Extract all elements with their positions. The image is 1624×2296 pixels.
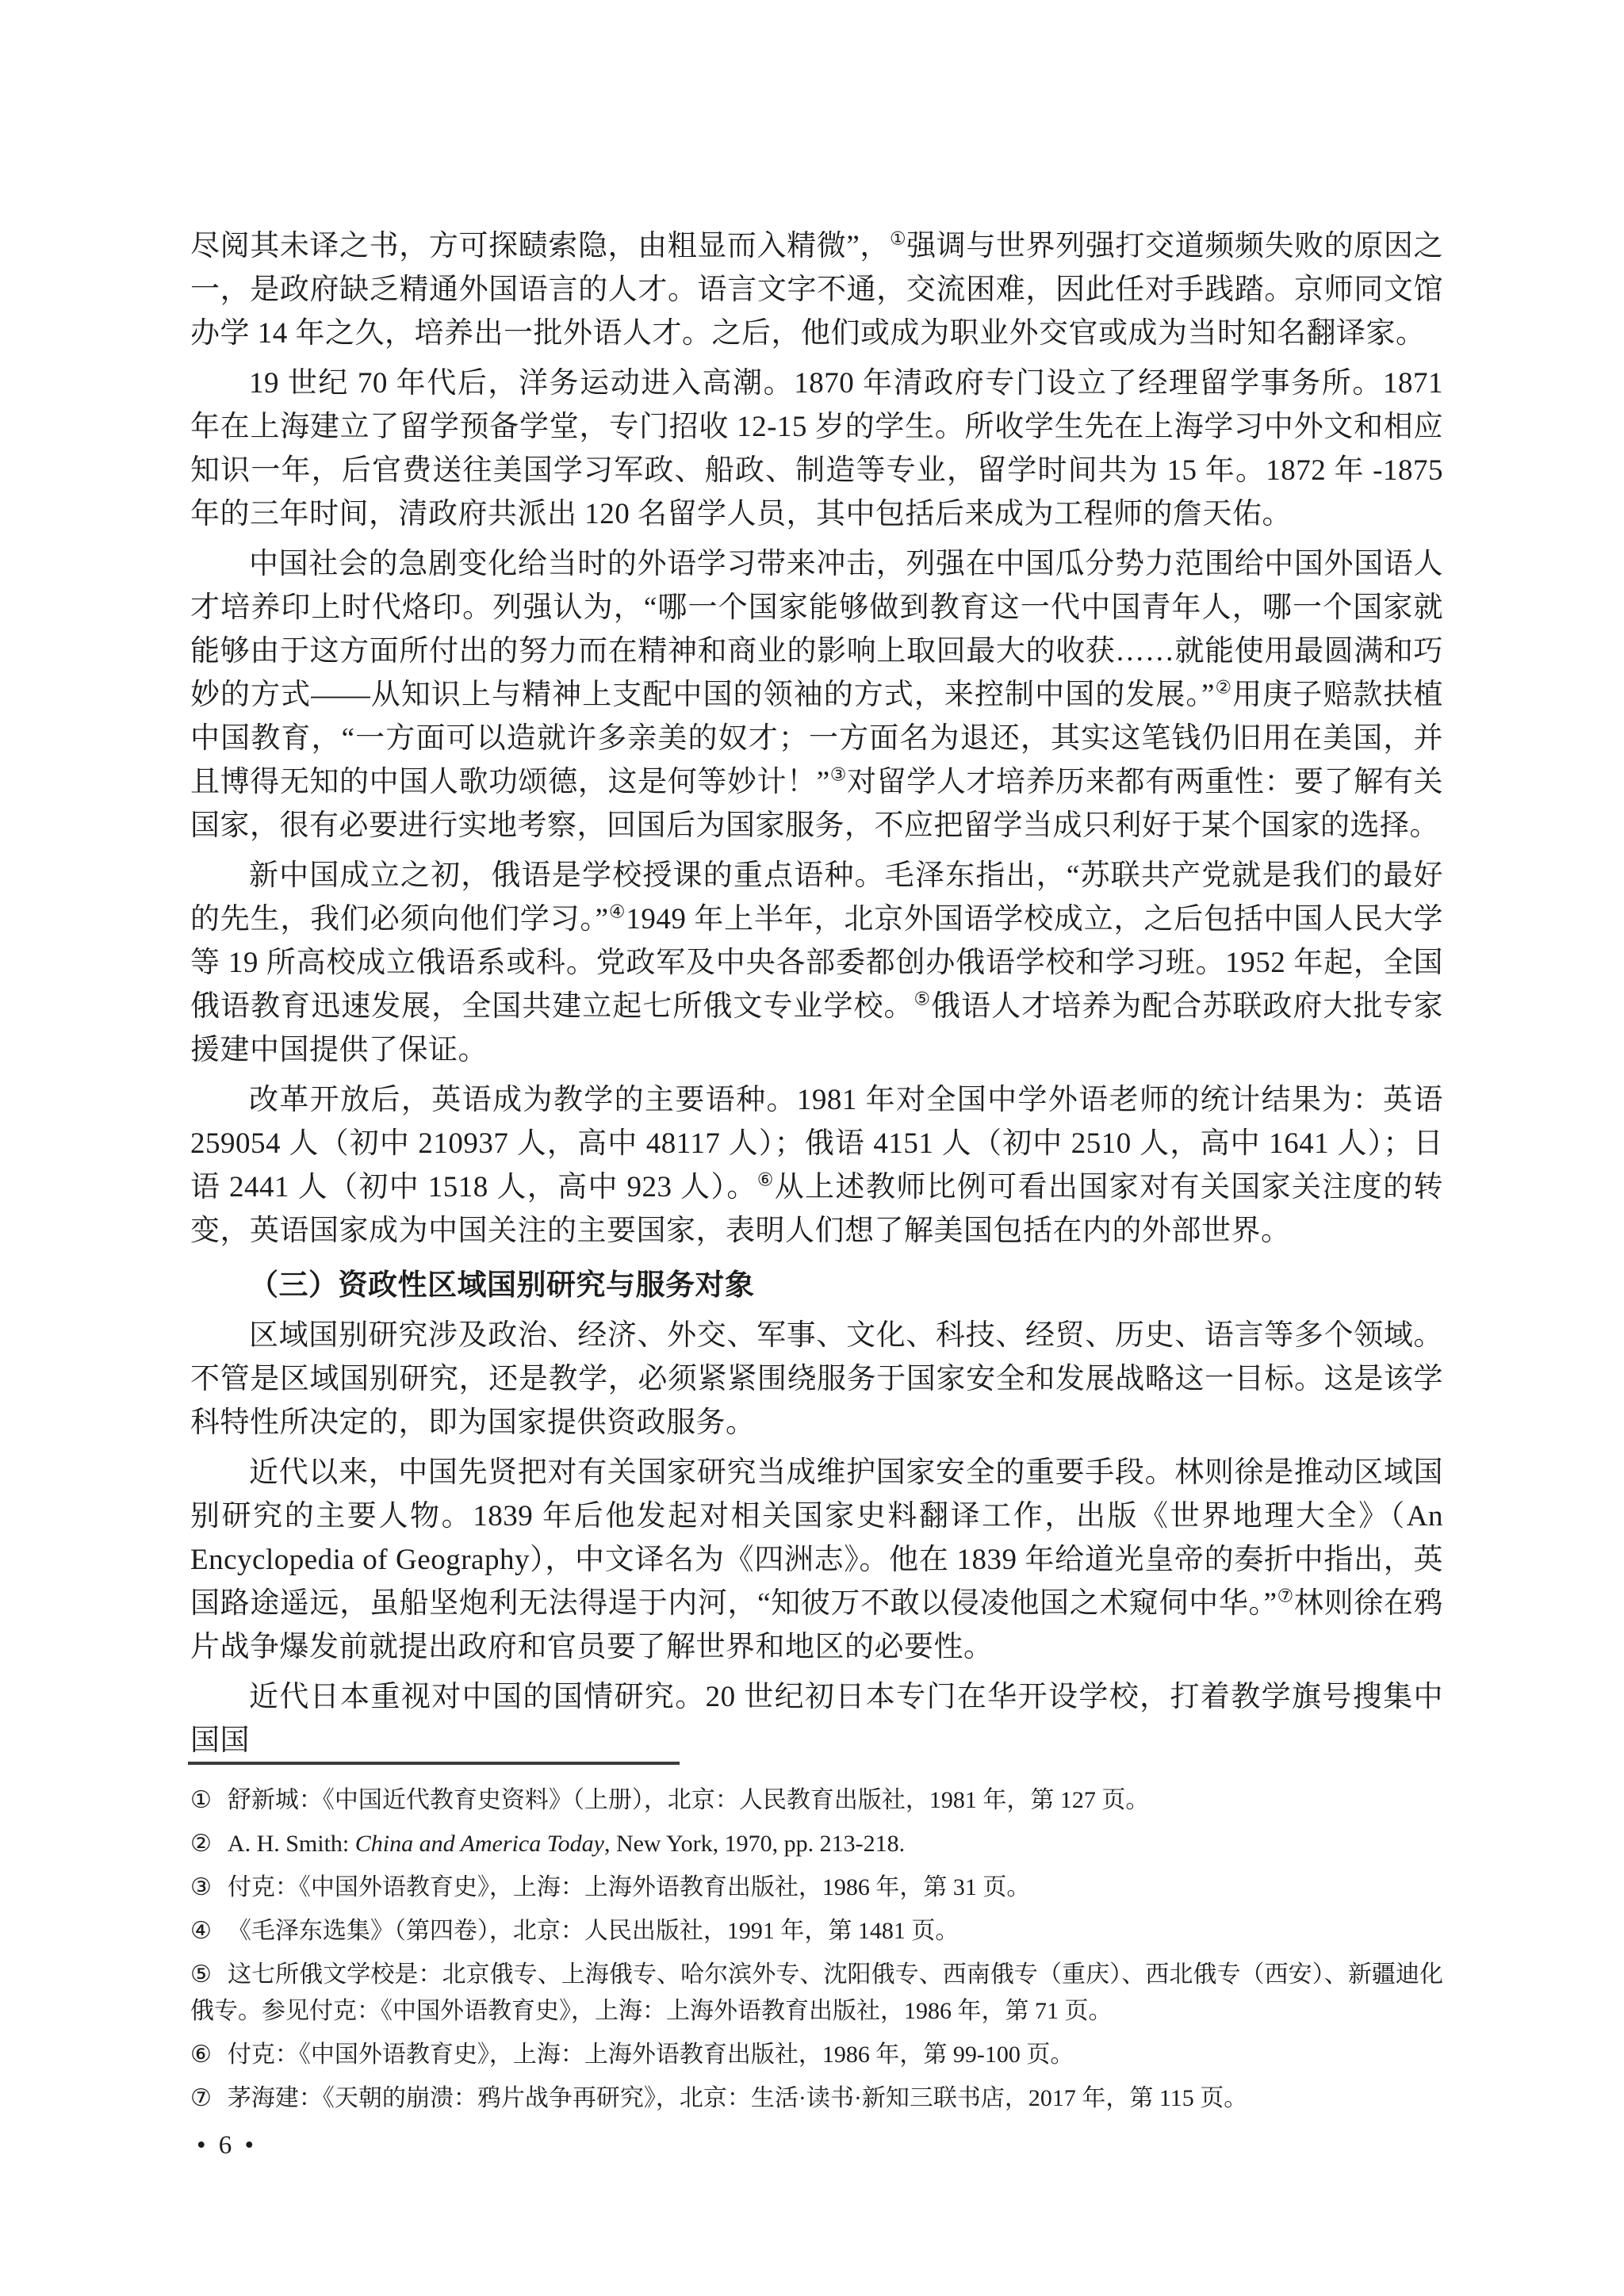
footnote-text: 这七所俄文学校是：北京俄专、上海俄专、哈尔滨外专、沈阳俄专、西南俄专（重庆）、西北俄专（西安）、新疆迪化俄专。参见付克：《中国外语教育史》，上海：上海外语教育出版社，1986 年，第 71 页。: [190, 1961, 1444, 2024]
paragraph-westernization: 19 世纪 70 年代后，洋务运动进入高潮。1870 年清政府专门设立了经理留学事务所。1871 年在上海建立了留学预备学堂，专门招收 12-15 岁的学生。所收学生先在上海学习中外文和相应知识一年，后官费送往美国学习军政、船政、制造等专业，留学时间共为 15 年。1872 年 -1875 年的三年时间，清政府共派出 120 名留学人员，其中包括后来成为工程师的詹天佑。: [190, 367, 1443, 530]
footnote-marker: ④: [190, 1918, 212, 1944]
footnote-text: 舒新城：《中国近代教育史资料》（上册），北京：人民教育出版社，1981 年，第 127 页。: [227, 1787, 1150, 1813]
paragraph-lin-zexu: 近代以来，中国先贤把对有关国家研究当成维护国家安全的重要手段。林则徐是推动区域国别研究的主要人物。1839 年后他发起对相关国家史料翻译工作，出版《世界地理大全》（An Encyclopedia of Geography），中文译名为《四洲志》。他在 1839 年给道光皇帝的奏折中指出，英国路途遥远，虽船坚炮利无法得逞于内河，“知彼万不敢以侵凌他国之术窥伺中华。”⑦林则徐在鸦片战争爆发前就提出政府和官员要了解世界和地区的必要性。: [190, 1456, 1444, 1663]
body-text-block: [190, 224, 1443, 1762]
paragraph-japan: 近代日本重视对中国的国情研究。20 世纪初日本专门在华开设学校，打着教学旗号搜集中国国: [190, 1681, 1443, 1757]
footnote-marker: ③: [190, 1874, 212, 1900]
footnotes-block: [190, 1782, 1443, 2124]
paragraph-social-change: 中国社会的急剧变化给当时的外语学习带来冲击，列强在中国瓜分势力范围给中国外国语人才培养印上时代烙印。列强认为，“哪一个国家能够做到教育这一代中国青年人，哪一个国家就能够由于这方面所付出的努力而在精神和商业的影响上取回最大的收获……就能使用最圆满和巧妙的方式——从知识上与精神上支配中国的领袖的方式，来控制中国的发展。”②用庚子赔款扶植中国教育，“一方面可以造就许多亲美的奴才；一方面名为退还，其实这笔钱仍旧用在美国，并且博得无知的中国人歌功颂德，这是何等妙计！”③对留学人才培养历来都有两重性：要了解有关国家，很有必要进行实地考察，回国后为国家服务，不应把留学当成只利好于某个国家的选择。: [190, 548, 1444, 842]
footnote-marker: ①: [190, 1787, 212, 1813]
footnote-text: 茅海建：《天朝的崩溃：鸦片战争再研究》，北京：生活·读书·新知三联书店，2017 年，第 115 页。: [227, 2085, 1248, 2111]
footnote-marker: ⑤: [190, 1961, 212, 1988]
footnote-3: [190, 1869, 1443, 1906]
footnote-6: [190, 2037, 1443, 2073]
paragraph-area-studies: 区域国别研究涉及政治、经济、外交、军事、文化、科技、经贸、历史、语言等多个领域。不管是区域国别研究，还是教学，必须紧紧围绕服务于国家安全和发展战略这一目标。这是该学科特性所决定的，即为国家提供资政服务。: [190, 1319, 1443, 1439]
footnote-text: 付克：《中国外语教育史》，上海：上海外语教育出版社，1986 年，第 99-100 页。: [227, 2042, 1074, 2068]
footnote-2: [190, 1826, 1443, 1862]
page-number: • 6 •: [197, 2131, 258, 2160]
footnote-marker: ⑥: [190, 2042, 212, 2068]
footnote-text: 《毛泽东选集》（第四卷），北京：人民出版社，1991 年，第 1481 页。: [227, 1918, 959, 1944]
footnote-text: A. H. Smith: China and America Today, New York, 1970, pp. 213-218.: [227, 1831, 906, 1857]
footnote-marker: ⑦: [190, 2085, 212, 2111]
footnote-4: [190, 1913, 1443, 1950]
footnote-marker: ②: [190, 1831, 212, 1857]
paragraph-continued: 尽阅其未译之书，方可探赜索隐，由粗显而入精微”，①强调与世界列强打交道频频失败的原因之一，是政府缺乏精通外国语言的人才。语言文字不通，交流困难，因此任对手践踏。京师同文馆办学 14 年之久，培养出一批外语人才。之后，他们或成为职业外交官或成为当时知名翻译家。: [190, 228, 1444, 350]
footnote-text: 付克：《中国外语教育史》，上海：上海外语教育出版社，1986 年，第 31 页。: [227, 1874, 1031, 1900]
section-heading: （三）资政性区域国别研究与服务对象: [249, 1269, 755, 1302]
footnote-7: [190, 2080, 1443, 2117]
footnote-5: [190, 1957, 1443, 2030]
footnote-1: [190, 1782, 1443, 1819]
paragraph-english-era: 改革开放后，英语成为教学的主要语种。1981 年对全国中学外语老师的统计结果为：英语 259054 人（初中 210937 人，高中 48117 人）；俄语 4151 人（初中 2510 人，高中 1641 人）；日语 2441 人（初中 1518 人，高中 923 人）。⑥从上述教师比例可看出国家对有关国家关注度的转变，英语国家成为中国关注的主要国家，表明人们想了解美国包括在内的外部世界。: [190, 1084, 1444, 1247]
footnote-separator: [188, 1762, 680, 1765]
paragraph-russian-era: 新中国成立之初，俄语是学校授课的重点语种。毛泽东指出，“苏联共产党就是我们的最好的先生，我们必须向他们学习。”④1949 年上半年，北京外国语学校成立，之后包括中国人民大学等 19 所高校成立俄语系或科。党政军及中央各部委都创办俄语学校和学习班。1952 年起，全国俄语教育迅速发展，全国共建立起七所俄文专业学校。⑤俄语人才培养为配合苏联政府大批专家援建中国提供了保证。: [190, 859, 1444, 1066]
